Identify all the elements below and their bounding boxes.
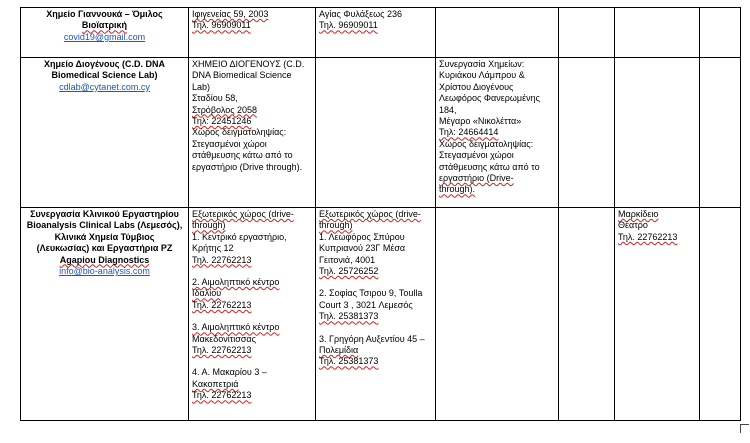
- text-line: στάθμευσης κάτω από το: [192, 150, 293, 161]
- text-line: 2. Αιμοληπτικό κέντρο: [192, 277, 280, 288]
- lab-email-link[interactable]: info@bio-analysis.com: [59, 266, 150, 277]
- empty-cell: [615, 8, 700, 58]
- lab-name-line: Χημείο Γιαννουκά – Όμιλος: [46, 9, 163, 19]
- phone-line: Τηλ: 22451246: [192, 116, 252, 127]
- text-line: 1. Κεντρικό εργαστήριο,: [192, 231, 287, 242]
- empty-cell: [615, 58, 700, 208]
- lab-name-cell: [21, 58, 189, 208]
- empty-cell: [316, 58, 436, 208]
- lab-name-cell: [21, 8, 189, 58]
- table-end-marker: [740, 424, 749, 433]
- lab-email-link[interactable]: cdlab@cytanet.com.cy: [59, 81, 150, 92]
- text-line: 4. Α. Μακαρίου 3 –: [192, 367, 267, 378]
- lab-name-line: Χημείο Διογένους (C.D. DNA: [44, 59, 165, 69]
- text-line: through): [192, 220, 226, 231]
- text-line: 3. Γρηγόρη Αυξεντίου 45 –: [319, 333, 425, 344]
- table-row: [21, 208, 741, 421]
- text-line: στάθμευσης κάτω από το: [439, 161, 540, 172]
- empty-cell: [559, 8, 615, 58]
- empty-cell: [700, 8, 741, 58]
- phone-line: Τηλ. 22762213: [192, 299, 252, 310]
- address-cell: [189, 8, 316, 58]
- address-line: Αγίας Φυλάξεως 236: [319, 9, 402, 19]
- text-line: DNA Biomedical Science: [192, 70, 292, 81]
- text-line: Σταδίου 58,: [192, 93, 238, 104]
- empty-cell: [700, 58, 741, 208]
- text-line: 3. Αιμοληπτικό κέντρο: [192, 322, 280, 333]
- phone-line: Τηλ. 25381373: [319, 311, 379, 322]
- text-line: 2. Σοφίας Τσιρου 9, Toulla: [319, 288, 423, 299]
- lab-name-line: Biomedical Science Lab): [51, 70, 158, 81]
- lab-name-cell: [21, 208, 189, 421]
- text-line: Θέατρο: [618, 220, 648, 231]
- empty-cell: [436, 208, 559, 421]
- phone-line: Τηλ. 22762213: [192, 390, 252, 401]
- text-line: Εξωτερικός χώρος (drive-: [192, 209, 294, 219]
- lab-name-line: Βιοϊατρική: [81, 20, 128, 31]
- empty-cell: [700, 208, 741, 421]
- text-line: 184,: [439, 104, 457, 115]
- text-line: εργαστήριο (Drive through).: [192, 161, 303, 172]
- text-line: Στεγασμένοι χώροι: [439, 150, 514, 161]
- text-line: Λεωφόρος Φανερωμένης: [439, 93, 540, 104]
- text-line: Εξωτερικός χώρος (drive-: [319, 209, 421, 219]
- text-line: εργαστήριο (Drive-: [439, 173, 514, 184]
- text-line: Γειτονιά, 4001: [319, 254, 376, 265]
- phone-line: Τηλ. 25726252: [319, 266, 379, 277]
- phone-line: Τηλ. 22762213: [618, 231, 678, 242]
- text-line: through): [319, 220, 353, 231]
- lab-name-line: (Λευκωσίας) και Εργαστήρια PZ: [36, 243, 173, 254]
- text-line: Στρόβολος 2058: [192, 104, 258, 115]
- phone-line: Τηλ. 25381373: [319, 356, 379, 367]
- text-line: Κυπριανού 23Γ Μέσα: [319, 243, 406, 254]
- text-line: Ιδαλίου: [192, 288, 222, 299]
- lab-name-line: Bioanalysis Clinical Labs (Λεμεσός),: [26, 220, 183, 231]
- text-line: Χώρος δειγματοληψίας:: [439, 138, 534, 149]
- phone-line: Τηλ. 22762213: [192, 254, 252, 265]
- empty-cell: [559, 58, 615, 208]
- address-cell: [316, 8, 436, 58]
- text-line: 1. Λεωφόρος Σπύρου: [319, 231, 405, 242]
- address-cell: [189, 208, 316, 421]
- text-line: Court 3 , 3021 Λεμεσός: [319, 299, 413, 310]
- lab-name-line: Κλινικά Χημεία Τύμβιος: [54, 231, 155, 242]
- address-cell: [316, 208, 436, 421]
- phone-line: Τηλ. 96909011: [192, 20, 251, 31]
- table-row: [21, 8, 741, 58]
- address-line: Ιφιγενείας 59, 2003: [192, 9, 269, 19]
- testing-centres-table: [20, 7, 741, 421]
- address-cell: [615, 208, 700, 421]
- empty-cell: [559, 208, 615, 421]
- text-line: Στεγασμένοι χώροι: [192, 138, 267, 149]
- phone-line: Τηλ. 96909011: [319, 20, 378, 31]
- address-cell: [189, 58, 316, 208]
- text-line: Μακεδονίτισσας: [192, 333, 256, 344]
- empty-cell: [436, 8, 559, 58]
- text-line: Συνεργασία Χημείων:: [439, 59, 525, 69]
- text-line: Μαρκίδειο: [618, 209, 659, 219]
- lab-name-line: Agapiou Diagnostics: [59, 254, 150, 265]
- phone-line: Τηλ. 22762213: [192, 345, 252, 356]
- text-line: Πολεμίδια: [319, 345, 359, 356]
- phone-line: Τηλ: 24664414: [439, 127, 499, 138]
- text-line: Κακοπετριά: [192, 378, 239, 389]
- text-line: Χρίστου Διογένους: [439, 81, 514, 92]
- table-row: [21, 58, 741, 208]
- text-line: ΧΗΜΕΙΟ ΔΙΟΓΕΝΟΥΣ (C.D.: [192, 59, 305, 69]
- lab-email-link[interactable]: covid19@gmail.com: [63, 31, 146, 42]
- address-cell: [436, 58, 559, 208]
- lab-name-line: Συνεργασία Κλινικού Εργαστηρίου: [30, 209, 179, 219]
- text-line: Μέγαρο «Νικολέττα»: [439, 116, 522, 127]
- text-line: through).: [439, 184, 476, 195]
- text-line: Lab): [192, 81, 211, 92]
- text-line: Κρήτης 12: [192, 243, 234, 254]
- text-line: Κυριάκου Λάμπρου &: [439, 70, 525, 81]
- text-line: Χώρος δειγματοληψίας:: [192, 127, 287, 138]
